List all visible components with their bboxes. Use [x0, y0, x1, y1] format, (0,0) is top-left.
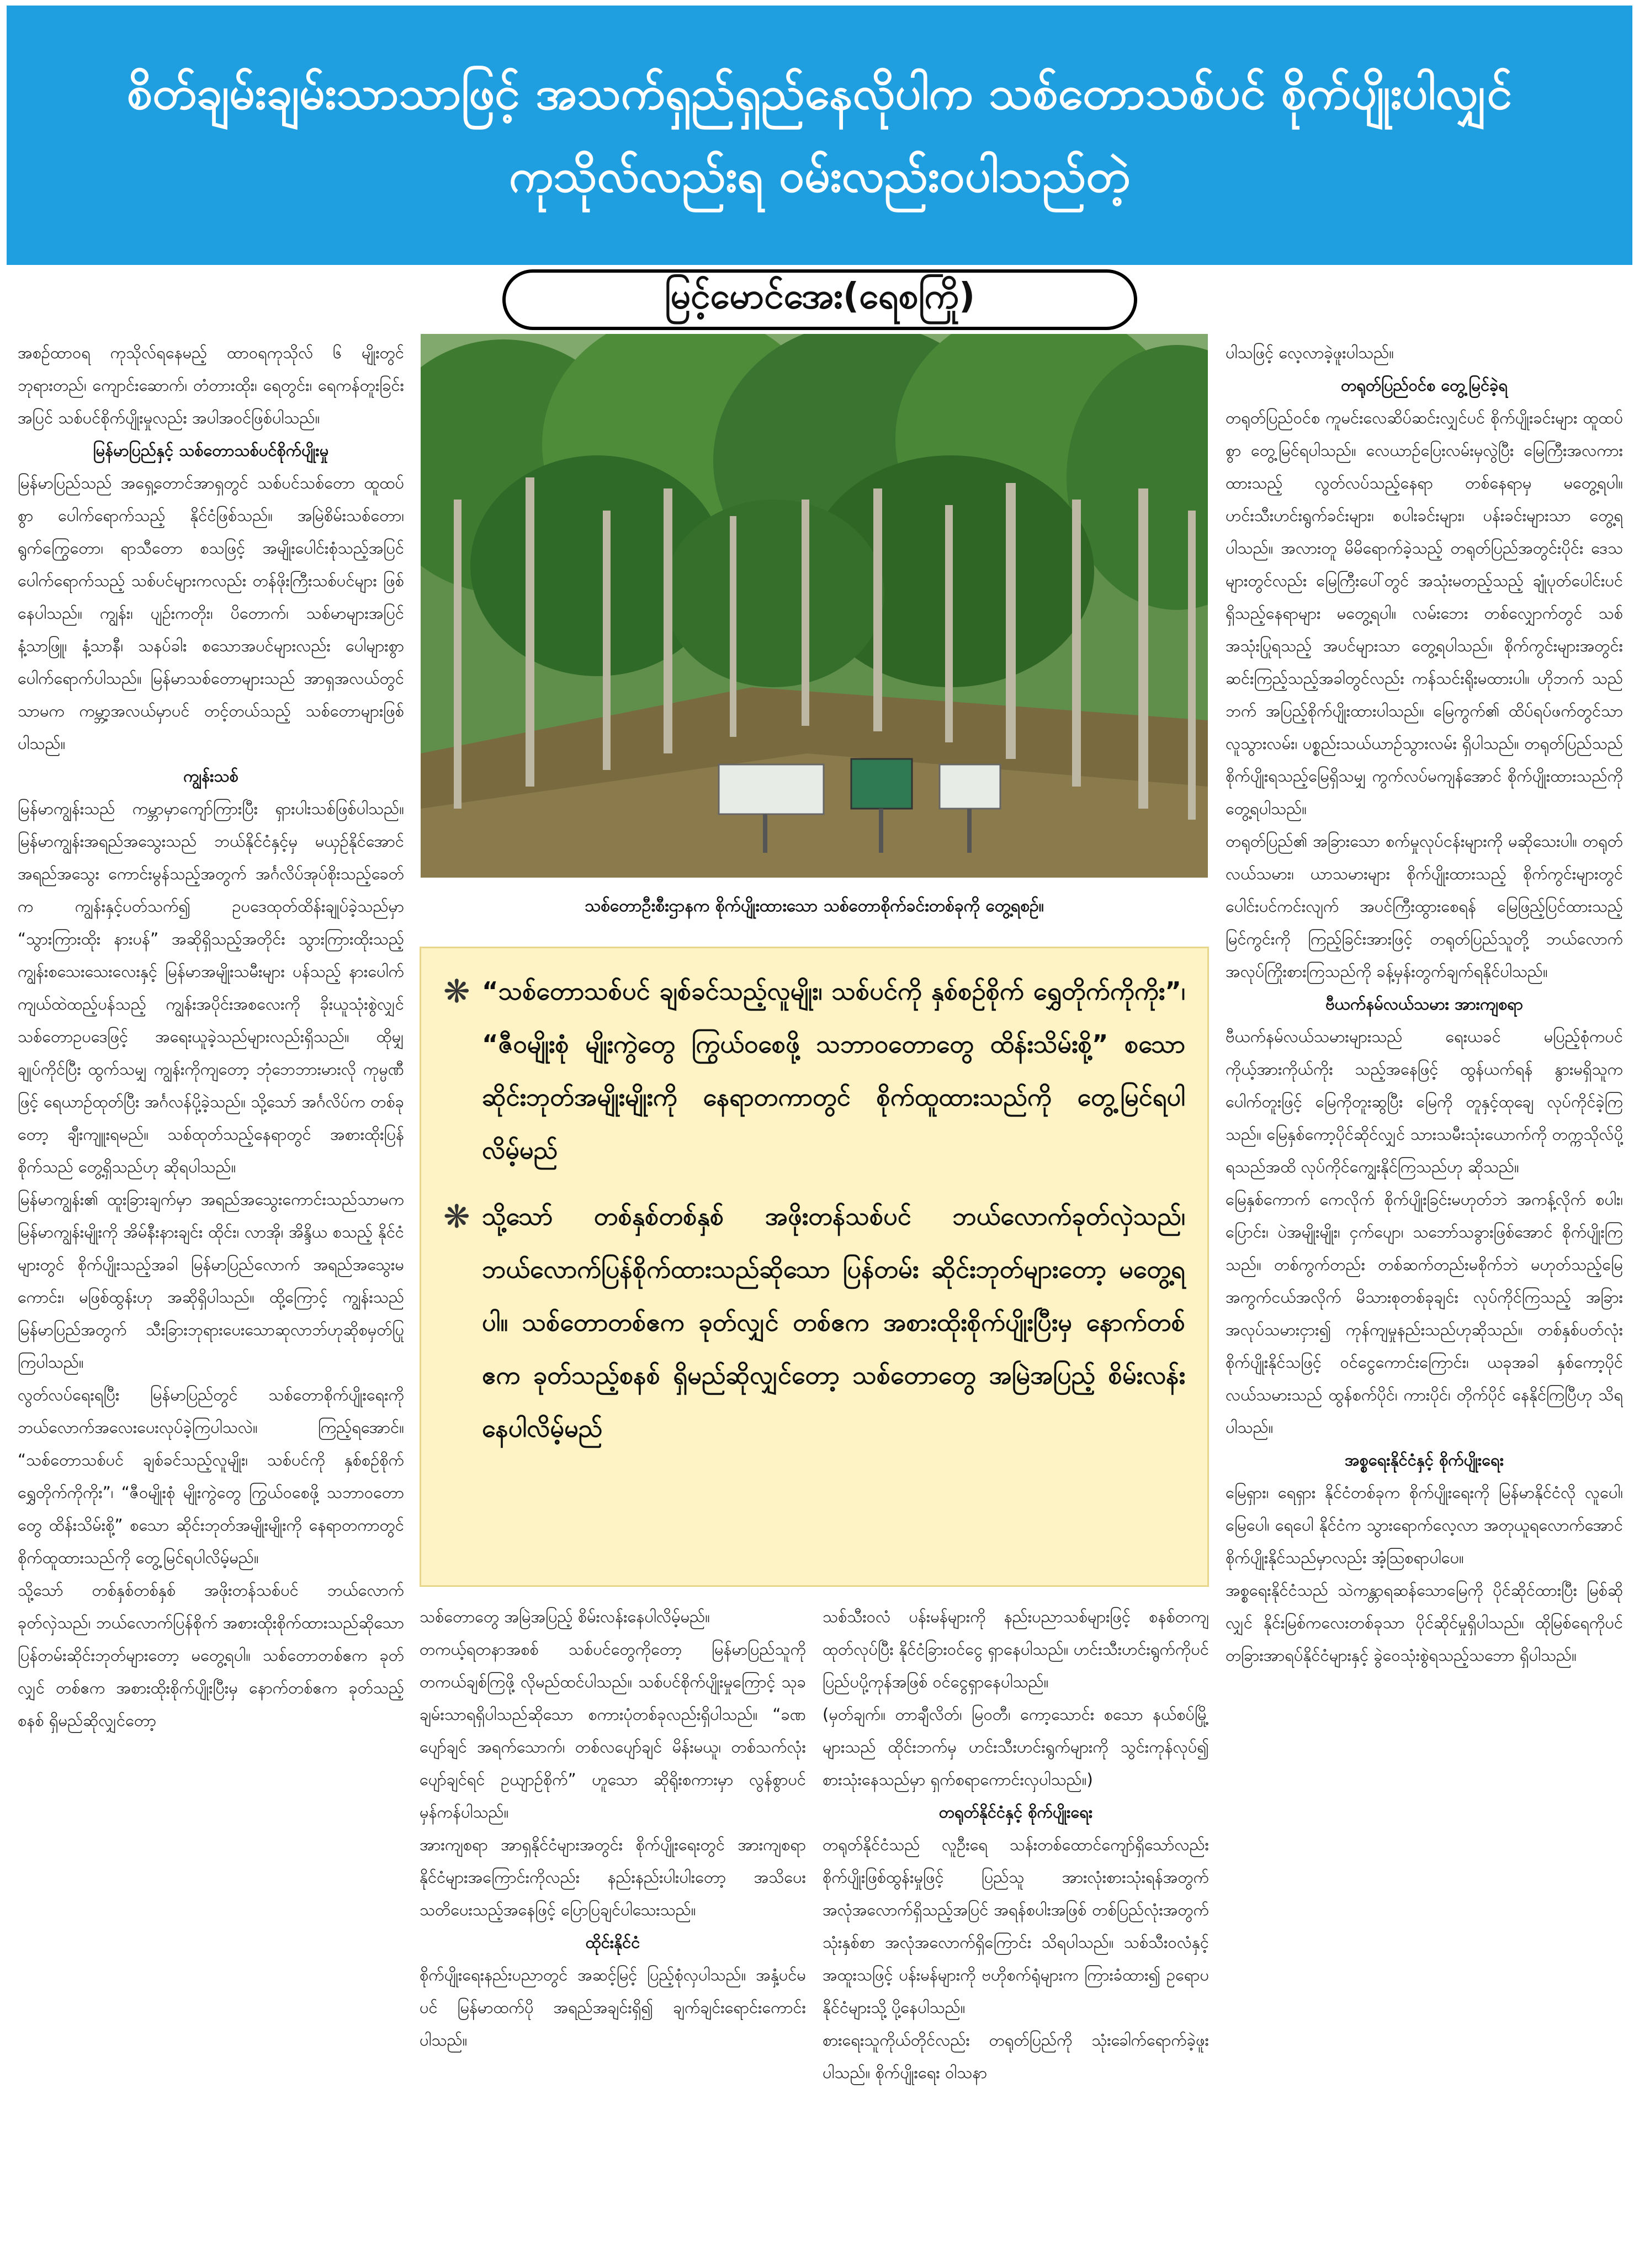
headline-line-1: စိတ်ချမ်းချမ်းသာသာဖြင့် အသက်ရှည်ရှည်နေလိုပါက သစ်တောသစ်ပင် စိုက်ပျိုးပါလျှင်	[126, 67, 1513, 120]
section-heading: တရုတ်ပြည်ဝင်စ တွေ့မြင်ခဲ့ရ	[1341, 376, 1508, 395]
author-byline: မြင့်မောင်အေး(ရေစကြို)	[502, 269, 1137, 330]
paragraph: မြန်မာကျွန်း၏ ထူးခြားချက်မှာ အရည်အသွေးကောင်းသည်သာမက မြန်မာကျွန်းမျိုးကို အိမ်နီးနားချင်း ထိုင်း၊ လာအို၊ အိန္ဒိယ စသည့် နိုင်ငံများတွင် စိုက်ပျိုးသည့်အခါ မြန်မာပြည်လောက် အရည်အသွေးမကောင်း၊ မဖြစ်ထွန်းဟု အဆိုရှိပါသည်။ ထို့ကြောင့် ကျွန်းသည် မြန်မာပြည်အတွက် သီးခြားဘုရားပေးသောဆုလာဘ်ဟုဆိုစမှတ်ပြုကြပါသည်။	[18, 1190, 404, 1372]
asterisk-bullet-icon: ❋	[443, 1198, 470, 1235]
highlight-text: သို့သော် တစ်နှစ်တစ်နှစ် အဖိုးတန်သစ်ပင် ဘယ်လောက်ခုတ်လှဲသည်၊ ဘယ်လောက်ပြန်စိုက်ထားသည်ဆိုသော ပြန်တမ်း ဆိုင်းဘုတ်များတော့ မတွေ့ရပါ။ သစ်တောတစ်ဧက ခုတ်လျှင် တစ်ဧက အစားထိုးစိုက်ပျိုးပြီးမှ နောက်တစ်ဧက ခုတ်သည့်စနစ် ရှိမည်ဆိုလျှင်တော့ သစ်တောတွေ အမြဲအပြည့် စိမ်းလန်းနေပါလိမ့်မည်	[482, 1202, 1185, 1443]
highlight-item	[443, 965, 1185, 1177]
paragraph: မြန်မာကျွန်းသည် ကမ္ဘာမှာကျော်ကြားပြီး ရှားပါးသစ်ဖြစ်ပါသည်။ မြန်မာကျွန်းအရည်အသွေးသည် ဘယ်နိုင်ငံနှင့်မှ မယှဉ်နိုင်အောင် အရည်အသွေး ကောင်းမွန်သည့်အတွက် အင်္ဂလိပ်အုပ်စိုးသည့်ခေတ်က ကျွန်းနှင့်ပတ်သက်၍ ဥပဒေထုတ်ထိန်းချုပ်ခဲ့သည်မှာ “သွားကြားထိုး နားပန်” အဆိုရှိသည့်အတိုင်း သွားကြားထိုးသည့် ကျွန်းစသေးသေးလေးနှင့် မြန်မာအမျိုးသမီးများ ပန်သည့် နားပေါက်ကျယ်ထဲထည့်ပန်သည့် ကျွန်းအပိုင်းအစလေးကို ခိုးယူသုံးစွဲလျှင် သစ်တောဥပဒေဖြင့် အရေးယူခဲ့သည်များလည်းရှိသည်။ ထိုမျှချုပ်ကိုင်ပြီး ထွက်သမျှ ကျွန်းကိုကျတော့ ဘုံဘေဘားမားလို ကုမ္ပဏီဖြင့် ရေယာဉ်ထုတ်ပြီး အင်္ဂလန်ပို့ခဲ့သည်။ သို့သော် အင်္ဂလိပ်က တစ်ခုတော့ ချီးကျူးရမည်။ သစ်ထုတ်သည့်နေရာတွင် အစားထိုးပြန်စိုက်သည် တွေ့ရှိသည်ဟု ဆိုရပါသည်။	[18, 799, 404, 1176]
paragraph: သို့သော် တစ်နှစ်တစ်နှစ် အဖိုးတန်သစ်ပင် ဘယ်လောက်ခုတ်လှဲသည်၊ ဘယ်လောက်ပြန်စိုက် အစားထိုးစိုက်ထားသည်ဆိုသော ပြန်တမ်းဆိုင်းဘုတ်များတော့ မတွေ့ရပါ။ သစ်တောတစ်ဧက ခုတ်လျှင် တစ်ဧက အစားထိုးစိုက်ပျိုးပြီးမှ နောက်တစ်ဧက ခုတ်သည့်စနစ် ရှိမည်ဆိုလျှင်တော့	[18, 1581, 404, 1730]
section-heading: အစ္စရေးနိုင်ငံနှင့် စိုက်ပျိုးရေး	[1344, 1451, 1504, 1469]
paragraph: တကယ့်ရတနာအစစ် သစ်ပင်တွေကိုတော့ မြန်မာပြည်သူကို တကယ်ချစ်ကြဖို့ လိုမည်ထင်ပါသည်။ သစ်ပင်စိုက်ပျိုးမှုကြောင့် သုခချမ်းသာရရှိပါသည်ဆိုသော စကားပုံတစ်ခုလည်းရှိပါသည်။ “ခဏပျော်ချင် အရက်သောက်၊ တစ်လပျော်ချင် မိန်းမယူ၊ တစ်သက်လုံးပျော်ချင်ရင် ဥယျာဉ်စိုက်” ဟူသော ဆိုရိုးစကားမှာ လွန်စွာပင် မှန်ကန်ပါသည်။	[420, 1640, 806, 1821]
paragraph: စိုက်ပျိုးရေးနည်းပညာတွင် အဆင့်မြင့် ပြည့်စုံလှပါသည်။ အနှံ့ပင်မပင် မြန်မာထက်ပို အရည်အချင်းရှိ၍ ချက်ချင်းရောင်းကောင်းပါသည်။	[420, 1966, 806, 2049]
column-1	[18, 337, 404, 2258]
paragraph: အားကျစရာ အာရှနိုင်ငံများအတွင်း စိုက်ပျိုးရေးတွင် အားကျစရာ နိုင်ငံများအကြောင်းကိုလည်း နည်းနည်းပါးပါးတော့ အသိပေး သတိပေးသည့်အနေဖြင့် ပြောပြချင်ပါသေးသည်။	[420, 1835, 806, 1919]
paragraph: တရုတ်ပြည်ဝင်စ ကူမင်းလေဆိပ်ဆင်းလျှင်ပင် စိုက်ပျိုးခင်းများ ထူထပ်စွာ တွေ့မြင်ရပါသည်။ လေယာဉ်ပြေးလမ်းမှလွဲပြီး မြေကြီးအလကားထားသည့် လွတ်လပ်သည့်နေရာ တစ်နေရာမှ မတွေ့ရပါ။ ဟင်းသီးဟင်းရွက်ခင်းများ၊ စပါးခင်းများ၊ ပန်းခင်းများသာ တွေ့ရပါသည်။ အလားတူ မိမိရောက်ခဲ့သည့် တရုတ်ပြည်အတွင်းပိုင်း ဒေသများတွင်လည်း မြေကြီးပေါ်တွင် အသုံးမတည့်သည့် ချုံပုတ်ပေါင်းပင် ရှိသည့်နေရာများ မတွေ့ရပါ။ လမ်းဘေး တစ်လျှောက်တွင် သစ်အသုံးပြုရသည့် အပင်များသာ တွေ့ရပါသည်။ စိုက်ကွင်းများအတွင်း ဆင်းကြည့်သည့်အခါတွင်လည်း ကန်သင်းရိုးမထားပါ။ ဟိုဘက် သည်ဘက် အပြည့်စိုက်ပျိုးထားပါသည်။ မြေကွက်၏ ထိပ်ရပ်ဖက်တွင်သာ လူသွားလမ်း၊ ပစ္စည်းသယ်ယာဉ်သွားလမ်း ရှိပါသည်။ တရုတ်ပြည်သည် စိုက်ပျိုးရသည့်မြေရှိသမျှ ကွက်လပ်မကျန်အောင် စိုက်ပျိုးထားသည်ကို တွေ့ရပါသည်။	[1226, 408, 1623, 818]
forest-illustration	[421, 334, 1208, 878]
paragraph: ပါသဖြင့် လေ့လာခဲ့ဖူးပါသည်။	[1226, 343, 1394, 362]
asterisk-bullet-icon: ❋	[443, 973, 470, 1010]
section-heading: တရုတ်နိုင်ငံနှင့် စိုက်ပျိုးရေး	[938, 1803, 1093, 1821]
paragraph: သစ်သီးဝလံ ပန်းမန်များကို နည်းပညာသစ်များဖြင့် စနစ်တကျထုတ်လုပ်ပြီး နိုင်ငံခြားဝင်ငွေ ရှာနေပါသည်။ ဟင်းသီးဟင်းရွက်ကိုပင် ပြည်ပပို့ကုန်အဖြစ် ဝင်ငွေရှာနေပါသည်။	[823, 1607, 1209, 1691]
paragraph: တရုတ်နိုင်ငံသည် လူဦးရေ သန်းတစ်ထောင်ကျော်ရှိသော်လည်း စိုက်ပျိုးဖြစ်ထွန်းမှုဖြင့် ပြည်သူ အားလုံးစားသုံးရန်အတွက် အလုံအလောက်ရှိသည့်အပြင် အရန်စပါးအဖြစ် တစ်ပြည်လုံးအတွက် သုံးနှစ်စာ အလုံအလောက်ရှိကြောင်း သိရပါသည်။ သစ်သီးဝလံနှင့် အထူးသဖြင့် ပန်းမန်များကို ဗဟိုစက်ရုံများက ကြားခံထား၍ ဥရောပနိုင်ငံများသို့ ပို့နေပါသည်။	[823, 1835, 1209, 2017]
section-heading: ထိုင်းနိုင်ငံ	[585, 1933, 640, 1952]
paragraph: တရုတ်ပြည်၏ အခြားသော စက်မှုလုပ်ငန်းများကို မဆိုသေးပါ။ တရုတ်လယ်သမား၊ ယာသမားများ စိုက်ပျိုးထားသည့် စိုက်ကွင်းများတွင် ပေါင်းပင်ကင်းလျက် အပင်ကြီးထွားစေရန် မြေဖြည့်ပြင်ထားသည့် မြင်ကွင်းကို ကြည့်ခြင်းအားဖြင့် တရုတ်ပြည်သူတို့ ဘယ်လောက်အလုပ်ကြိုးစားကြသည်ကို ခန့်မှန်းတွက်ချက်ရနိုင်ပါသည်။	[1226, 832, 1623, 981]
paragraph: (မှတ်ချက်။ တာချီလိတ်၊ မြဝတီ၊ ကော့သောင်း စသော နယ်စပ်မြို့များသည် ထိုင်းဘက်မှ ဟင်းသီးဟင်းရွက်များကို သွင်းကုန်လုပ်၍ စားသုံးနေသည်မှာ ရှက်စရာကောင်းလှပါသည်။)	[823, 1705, 1209, 1789]
headline-banner	[7, 6, 1632, 265]
paragraph: မြေရှား၊ ရေရှား နိုင်ငံတစ်ခုက စိုက်ပျိုးရေးကို မြန်မာနိုင်ငံလို လူပေါ၊ မြေပေါ၊ ရေပေါ နိုင်ငံက သွားရောက်လေ့လာ အတုယူရလောက်အောင် စိုက်ပျိုးနိုင်သည်မှာလည်း အံ့ဩစရာပါပေ။	[1226, 1483, 1623, 1567]
section-heading: မြန်မာပြည်နှင့် သစ်တောသစ်ပင်စိုက်ပျိုးမှု	[93, 441, 329, 460]
column-2-continued	[420, 1601, 806, 2258]
paragraph: လွတ်လပ်ရေးရပြီး မြန်မာပြည်တွင် သစ်တောစိုက်ပျိုးရေးကို ဘယ်လောက်အလေးပေးလုပ်ခဲ့ကြပါသလဲ။ ကြည့်ရအောင်။ “သစ်တောသစ်ပင် ချစ်ခင်သည့်လူမျိုး၊ သစ်ပင်ကို နှစ်စဉ်စိုက် ရွှေတိုက်ကိုကိုး”၊ “ဇီဝမျိုးစုံ မျိုးကွဲတွေ ကြွယ်ဝစေဖို့ သဘာဝတောတွေ ထိန်းသိမ်းစို့” စသော ဆိုင်းဘုတ်အမျိုးမျိုးကို နေရာတကာတွင် စိုက်ထူထားသည်ကို တွေ့မြင်ရပါလိမ့်မည်။	[18, 1385, 404, 1567]
paragraph: ဗီယက်နမ်လယ်သမားများသည် ရေးယခင် မပြည့်စုံကပင် ကိုယ့်အားကိုယ်ကိုး သည့်အနေဖြင့် ထွန်ယက်ရန် နွားမရှိသူက ပေါက်တူးဖြင့် မြေကိုတူးဆွပြီး မြေကို တူနှင့်ထုချေ လုပ်ကိုင်ခဲ့ကြသည်။ မြေနှစ်ကော့ပိုင်ဆိုင်လျှင် သားသမီးသုံးယောက်ကို တက္ကသိုလ်ပို့ရသည်အထိ လုပ်ကိုင်ကျွေးနိုင်ကြသည်ဟု ဆိုသည်။	[1226, 1027, 1623, 1176]
paragraph: သစ်တောတွေ အမြဲအပြည့် စိမ်းလန်းနေပါလိမ့်မည်။	[420, 1607, 710, 1626]
section-heading: ဗီယက်နမ်လယ်သမား အားကျစရာ	[1325, 995, 1523, 1013]
paragraph: မြန်မာပြည်သည် အရှေ့တောင်အာရှတွင် သစ်ပင်သစ်တော ထူထပ်စွာ ပေါက်ရောက်သည့် နိုင်ငံဖြစ်သည်။ အမြဲစိမ်းသစ်တော၊ ရွက်ကြွေတော၊ ရာသီတော စသဖြင့် အမျိုးပေါင်းစုံသည့်အပြင် ပေါက်ရောက်သည့် သစ်ပင်များကလည်း တန်ဖိုးကြီးသစ်ပင်များ ဖြစ်နေပါသည်။ ကျွန်း၊ ပျဉ်းကတိုး၊ ပိတောက်၊ သစ်မာများအပြင် နံ့သာဖြူ၊ နံ့သာနီ၊ သနပ်ခါး စသောအပင်များလည်း ပေါများစွာ ပေါက်ရောက်ပါသည်။ မြန်မာသစ်တောများသည် အာရှအလယ်တွင်သာမက ကမ္ဘာ့အလယ်မှာပင် တင့်တယ်သည့် သစ်တောများဖြစ်ပါသည်။	[18, 474, 404, 753]
paragraph: မြေနှစ်ကောက် ကေလိုက် စိုက်ပျိုးခြင်းမဟုတ်ဘဲ အကန့်လိုက် စပါး၊ ပြောင်း၊ ပဲအမျိုးမျိုး၊ ငှက်ပျော၊ သဘော်သခွားဖြစ်အောင် စိုက်ပျိုးကြသည်။ တစ်ကွက်တည်း တစ်ဆက်တည်းမစိုက်ဘဲ မဟုတ်သည့်မြေ အကွက်ငယ်အလိုက် မိသားစုတစ်ခုချင်း လုပ်ကိုင်ကြသည့် အခြားအလုပ်သမားငှား၍ ကုန်ကျမှုနည်းသည်ဟုဆိုသည်။ တစ်နှစ်ပတ်လုံး စိုက်ပျိုးနိုင်သဖြင့် ဝင်ငွေကောင်းကြောင်း၊ ယခုအခါ နှစ်ကော့ပိုင် လယ်သမားသည် ထွန်စက်ပိုင်၊ ကားပိုင်၊ တိုက်ပိုင် နေနိုင်ကြပြီဟု သိရပါသည်။	[1226, 1190, 1623, 1437]
photo-caption: သစ်တောဦးစီးဌာနက စိုက်ပျိုးထားသော သစ်တောစိုက်ခင်းတစ်ခုကို တွေ့ရစဉ်။	[585, 896, 1044, 916]
headline-line-2: ကုသိုလ်လည်းရ ဝမ်းလည်းဝပါသည်တဲ့	[508, 150, 1131, 203]
highlight-item	[443, 1190, 1185, 1455]
column-4	[1226, 337, 1623, 2258]
paragraph: စားရေးသူကိုယ်တိုင်လည်း တရုတ်ပြည်ကို သုံးခေါက်ရောက်ခဲ့ဖူးပါသည်။ စိုက်ပျိုးရေး ဝါသနာ	[823, 2031, 1209, 2082]
highlight-text: “သစ်တောသစ်ပင် ချစ်ခင်သည့်လူမျိုး၊ သစ်ပင်ကို နှစ်စဉ်စိုက် ရွှေတိုက်ကိုကိုး”၊ “ဇီဝမျိုးစုံ မျိုးကွဲတွေ ကြွယ်ဝစေဖို့ သဘာဝတောတွေ ထိန်းသိမ်းစို့” စသောဆိုင်းဘုတ်အမျိုးမျိုးကို နေရာတကာတွင် စိုက်ထူထားသည်ကို တွေ့မြင်ရပါလိမ့်မည်	[482, 976, 1185, 1165]
section-heading: ကျွန်းသစ်	[183, 767, 238, 785]
paragraph: အစဉ်ထာဝရ ကုသိုလ်ရနေမည့် ထာဝရကုသိုလ် ၆ မျိုးတွင် ဘုရားတည်၊ ကျောင်းဆောက်၊ တံတားထိုး၊ ရေတွင်း၊ ရေကန်တူးခြင်းအပြင် သစ်ပင်စိုက်ပျိုးမှုလည်း အပါအဝင်ဖြစ်ပါသည်။	[18, 343, 404, 427]
column-3-continued	[823, 1601, 1209, 2258]
paragraph: အစ္စရေးနိုင်ငံသည် သဲကန္တာရဆန်သောမြေကို ပိုင်ဆိုင်ထားပြီး မြစ်ဆိုလျှင် နိုင်းမြစ်ကလေးတစ်ခုသာ ပိုင်ဆိုင်မှုရှိပါသည်။ ထိုမြစ်ရေကိုပင် တခြားအာရပ်နိုင်ငံများနှင့် ခွဲဝေသုံးစွဲရသည့်သဘော ရှိပါသည်။	[1226, 1581, 1623, 1665]
forest-plantation-photo	[421, 334, 1208, 878]
highlight-quote-box	[420, 947, 1209, 1587]
